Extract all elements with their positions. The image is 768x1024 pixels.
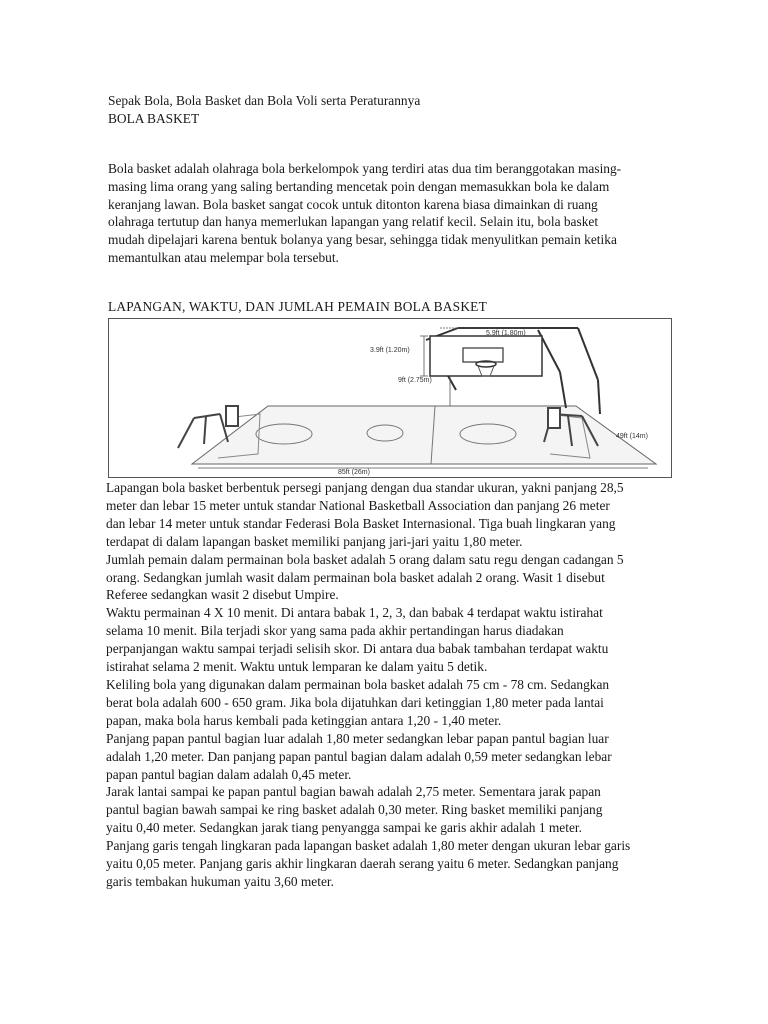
body-line: istirahat selama 2 menit. Waktu untuk lemparan ke dalam yaitu 5 detik.	[106, 659, 488, 675]
body-line: perpanjangan waktu sampai terjadi selisih skor. Di antara dua babak tambahan terdapat waktu	[106, 641, 609, 657]
body-line: papan pantul bagian dalam adalah 0,45 meter.	[106, 766, 352, 782]
body-line: dan lebar 14 meter untuk standar Federasi Bola Basket Internasional. Tiga buah lingkaran yang	[106, 515, 616, 531]
section-title-court: LAPANGAN, WAKTU, DAN JUMLAH PEMAIN BOLA BASKET	[108, 299, 487, 314]
basketball-court-figure	[108, 318, 672, 478]
body-line: Lapangan bola basket berbentuk persegi panjang dengan dua standar ukuran, yakni panjang 28,5	[106, 480, 624, 495]
body-line: selama 10 menit. Bila terjadi skor yang sama pada akhir pertandingan harus diadakan	[106, 623, 564, 639]
label-backboard-height: 3.9ft (1.20m)	[370, 347, 410, 354]
body-line: Keliling bola yang digunakan dalam permainan bola basket adalah 75 cm - 78 cm. Sedangkan	[106, 676, 610, 692]
body-line: pantul bagian bawah sampai ke ring basket adalah 0,30 meter. Ring basket memiliki panjang	[106, 802, 603, 818]
body-line: garis tembakan hukuman yaitu 3,60 meter.	[106, 873, 334, 889]
label-court-width: 49ft (14m)	[616, 433, 648, 440]
body-line: terdapat di dalam lapangan basket memiliki panjang jari-jari yaitu 1,80 meter.	[106, 533, 523, 549]
court-diagram	[108, 318, 672, 478]
body-line: Jarak lantai sampai ke papan pantul bagian bawah adalah 2,75 meter. Sementara jarak papan	[106, 784, 601, 800]
body-line: papan, maka bola harus kembali pada ketinggian antara 1,20 - 1,40 meter.	[106, 712, 502, 728]
body-line: yaitu 0,05 meter. Panjang garis akhir lingkaran daerah serang yaitu 6 meter. Sedangkan panjang	[106, 856, 619, 872]
body-paragraph	[106, 479, 706, 891]
body-line: Jumlah pemain dalam permainan bola basket adalah 5 orang dalam satu regu dengan cadangan 5	[106, 551, 624, 567]
body-line: Waktu permainan 4 X 10 menit. Di antara babak 1, 2, 3, dan babak 4 terdapat waktu istirahat	[106, 605, 603, 621]
label-court-length: 85ft (26m)	[338, 469, 370, 476]
court-outline	[192, 406, 656, 464]
intro-line: keranjang lawan. Bola basket sangat cocok untuk ditonton karena biasa dimainkan di ruang	[108, 196, 598, 212]
body-line: Referee sedangkan wasit 2 disebut Umpire.	[106, 587, 339, 603]
label-rim-height: 9ft (2.75m)	[398, 377, 432, 384]
document-title: Sepak Bola, Bola Basket dan Bola Voli serta Peraturannya	[108, 93, 421, 108]
body-line: adalah 1,20 meter. Dan panjang papan pantul bagian dalam adalah 0,59 meter sedangkan lebar	[106, 748, 612, 764]
intro-line: mudah dipelajari karena bentuk bolanya yang besar, sehingga tidak menyulitkan pemain ketika	[108, 232, 617, 248]
document-header	[108, 92, 420, 128]
intro-paragraph	[108, 160, 708, 267]
body-line: yaitu 0,40 meter. Sedangkan jarak tiang penyangga sampai ke garis akhir adalah 1 meter.	[106, 820, 582, 836]
intro-line: masing lima orang yang saling bertanding mencetak poin dengan memasukkan bola ke dalam	[108, 178, 610, 194]
intro-line: Bola basket adalah olahraga bola berkelompok yang terdiri atas dua tim beranggotakan masing-	[108, 161, 622, 176]
body-line: berat bola adalah 600 - 650 gram. Jika bola dijatuhkan dari ketinggian 1,80 meter pada lantai	[106, 694, 604, 710]
intro-line: olahraga tertutup dan hanya memerlukan lapangan yang relatif kecil. Selain itu, bola basket	[108, 214, 599, 230]
section-heading-bola-basket: BOLA BASKET	[108, 111, 200, 126]
body-line: Panjang papan pantul bagian luar adalah 1,80 meter sedangkan lebar papan pantul bagian luar	[106, 730, 609, 746]
body-line: Panjang garis tengah lingkaran pada lapangan basket adalah 1,80 meter dengan ukuran lebar garis	[106, 838, 631, 854]
body-line: orang. Sedangkan jumlah wasit dalam permainan bola basket adalah 2 orang. Wasit 1 disebut	[106, 569, 605, 585]
label-top-width: 5.9ft (1.80m)	[486, 330, 526, 337]
body-line: meter dan lebar 15 meter untuk standar National Basketball Association dan panjang 26 meter	[106, 497, 610, 513]
intro-line: memantulkan atau melempar bola tersebut.	[108, 249, 339, 265]
